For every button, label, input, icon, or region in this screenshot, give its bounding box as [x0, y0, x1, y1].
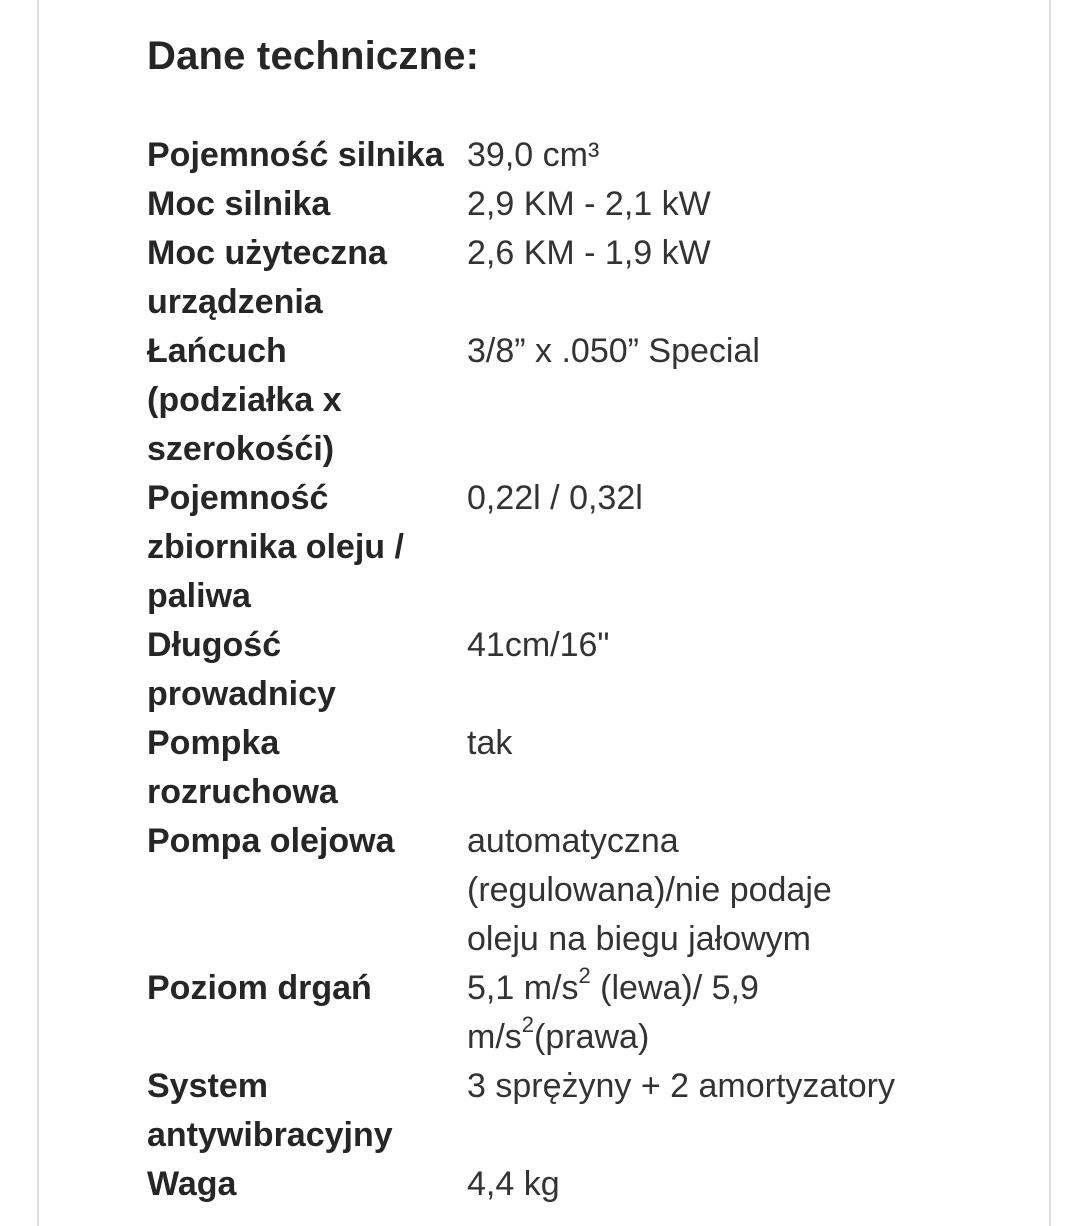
spec-value-line: 41cm/16" — [467, 626, 610, 664]
spec-value-line: automatyczna — [467, 822, 679, 860]
spec-label — [147, 1062, 467, 1160]
spec-label-line: Pompa olejowa — [147, 822, 395, 860]
page-border-left — [37, 0, 39, 1226]
spec-value — [467, 180, 947, 229]
spec-row-vibration-level — [147, 964, 947, 1062]
spec-value — [467, 1062, 947, 1160]
spec-row-bar-length — [147, 621, 947, 719]
spec-value-line: 0,22l / 0,32l — [467, 479, 643, 517]
vibration-left-suffix: (lewa)/ 5,9 — [590, 969, 759, 1007]
spec-value-line: 2,6 KM - 1,9 kW — [467, 234, 711, 272]
spec-value — [467, 327, 947, 474]
spec-label-line: Moc silnika — [147, 185, 331, 223]
spec-row-chain — [147, 327, 947, 474]
spec-label-line: Łańcuch — [147, 332, 287, 370]
spec-value — [467, 621, 947, 719]
spec-value-line: 39,0 cm³ — [467, 136, 600, 174]
spec-label — [147, 621, 467, 719]
spec-value-line: 2,9 KM - 2,1 kW — [467, 185, 711, 223]
spec-label — [147, 1160, 467, 1209]
spec-label-line: Długość — [147, 626, 282, 664]
unit-exponent: 2 — [521, 1011, 535, 1037]
page-border-right — [1049, 0, 1051, 1226]
spec-label — [147, 229, 467, 327]
spec-row-weight — [147, 1160, 947, 1209]
spec-label-line: zbiornika oleju / — [147, 528, 404, 566]
spec-row-engine-power — [147, 180, 947, 229]
spec-label-line: Pojemność — [147, 479, 329, 517]
spec-label — [147, 131, 467, 180]
spec-value-line: tak — [467, 724, 513, 762]
spec-label — [147, 180, 467, 229]
spec-label — [147, 964, 467, 1062]
spec-label — [147, 817, 467, 964]
unit-exponent: 2 — [578, 962, 591, 988]
spec-value — [467, 474, 947, 621]
spec-label — [147, 474, 467, 621]
spec-row-antivibration — [147, 1062, 947, 1160]
spec-label-line: rozruchowa — [147, 773, 338, 811]
spec-row-primer-pump — [147, 719, 947, 817]
spec-value — [467, 1160, 947, 1209]
spec-row-useful-power — [147, 229, 947, 327]
spec-label-line: antywibracyjny — [147, 1116, 393, 1154]
section-title: Dane techniczne: — [147, 34, 480, 78]
spec-label-line: prowadnicy — [147, 675, 336, 713]
spec-label-line: urządzenia — [147, 283, 323, 321]
vibration-right-suffix: (prawa) — [534, 1018, 650, 1056]
spec-label — [147, 719, 467, 817]
spec-value-line: 3 sprężyny + 2 amortyzatory — [467, 1067, 896, 1105]
spec-section — [147, 28, 1027, 1209]
spec-value — [467, 229, 947, 327]
spec-label — [147, 327, 467, 474]
spec-label-line: Waga — [147, 1165, 237, 1203]
spec-value-line: (regulowana)/nie podaje — [467, 871, 832, 909]
spec-label-line: Poziom drgań — [147, 969, 372, 1007]
spec-label-line: Moc użyteczna — [147, 234, 387, 272]
spec-value — [467, 964, 947, 1062]
spec-row-tank-capacity — [147, 474, 947, 621]
spec-row-engine-capacity — [147, 131, 947, 180]
spec-label-line: szerokośći) — [147, 430, 335, 468]
spec-label-line: System — [147, 1067, 268, 1105]
spec-value-line: 3/8” x .050” Special — [467, 332, 760, 370]
spec-label-line: Pompka — [147, 724, 280, 762]
spec-label-line: paliwa — [147, 577, 251, 615]
spec-label-line: (podziałka x — [147, 381, 342, 419]
spec-value — [467, 719, 947, 817]
spec-label-line: Pojemność silnika — [147, 136, 444, 174]
spec-value-line — [467, 964, 947, 1013]
spec-value-line: oleju na biegu jałowym — [467, 920, 811, 958]
spec-table — [147, 131, 947, 1209]
spec-value-line — [467, 1013, 947, 1062]
spec-value — [467, 817, 947, 964]
vibration-right-unit: m/s — [467, 1018, 522, 1056]
vibration-left-value: 5,1 m/s — [467, 969, 579, 1007]
spec-row-oil-pump — [147, 817, 947, 964]
spec-value-line: 4,4 kg — [467, 1165, 560, 1203]
spec-value — [467, 131, 947, 180]
